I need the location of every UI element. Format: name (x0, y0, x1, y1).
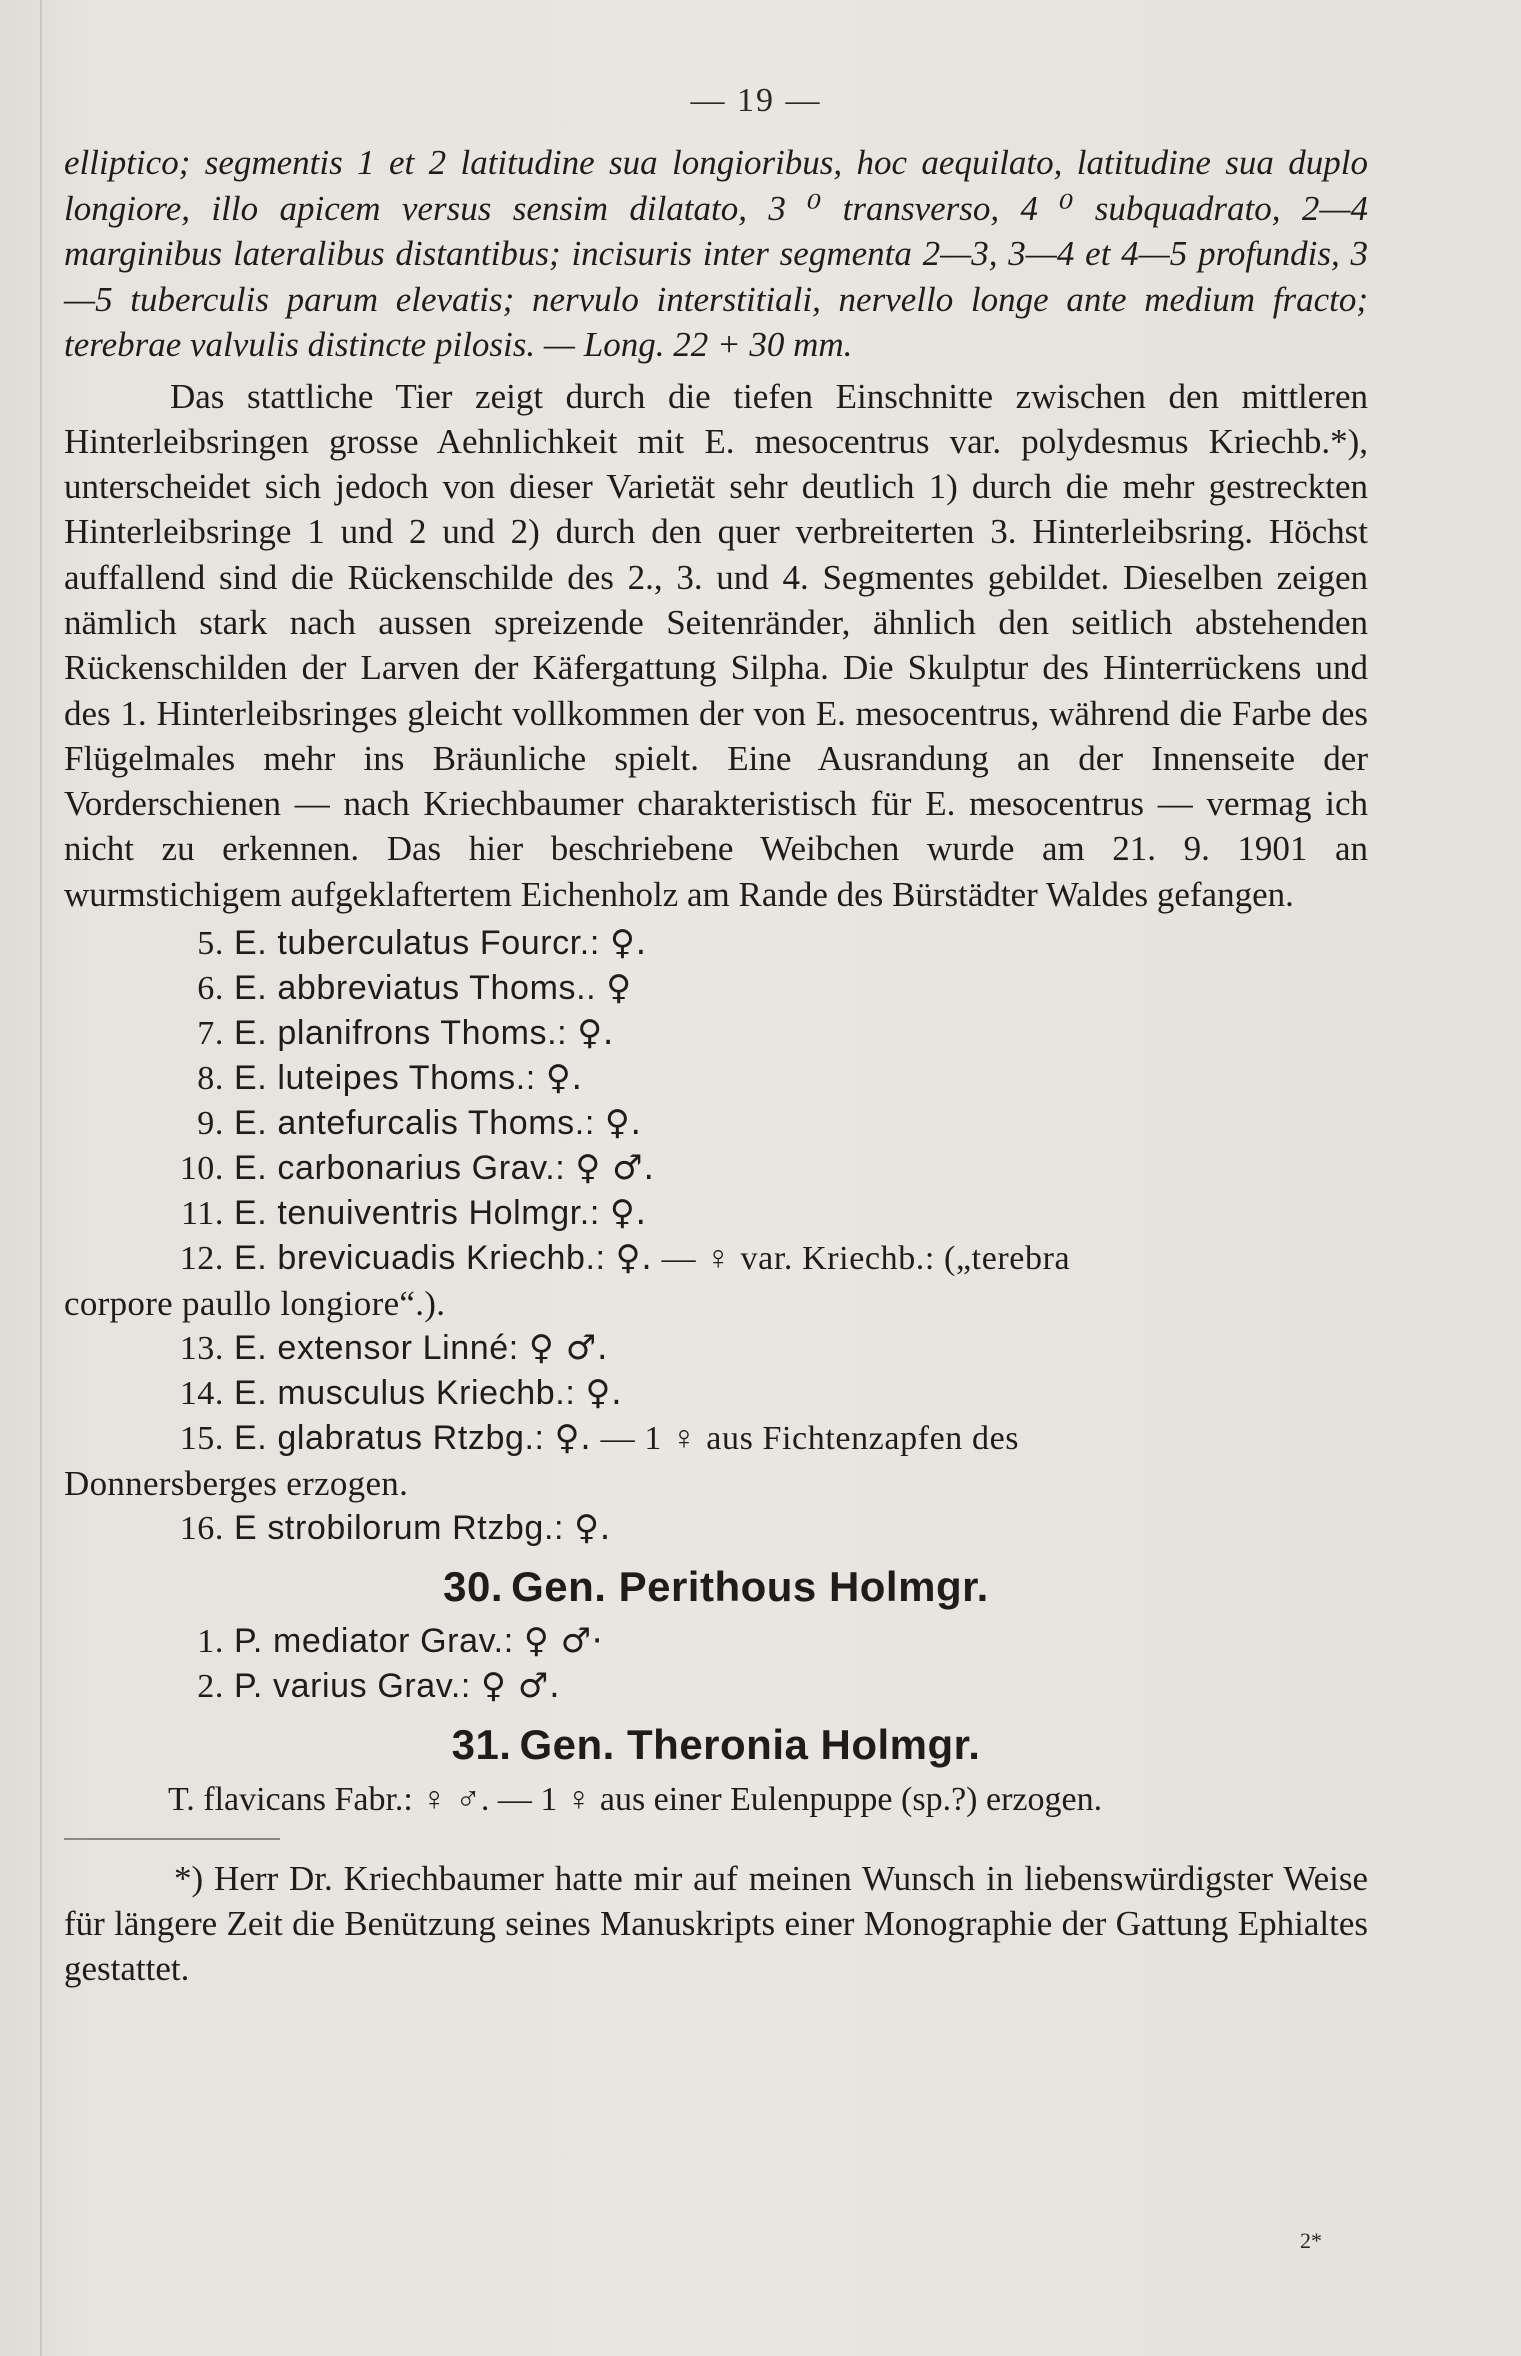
species-number: 9. (197, 1105, 224, 1143)
list-item (64, 1011, 1368, 1056)
footnote: *) Herr Dr. Kriechbaumer hatte mir auf meinen Wunsch in liebenswürdigster Weise für längere Zeit die Benützung seines Manuskripts einer Monographie der Gattung Ephialtes gestattet. (64, 1859, 1368, 1989)
species-number: 12. (179, 1240, 224, 1278)
genus-number: 31. (451, 1721, 512, 1769)
species-number: 5. (197, 925, 224, 963)
species-number: 13. (179, 1330, 224, 1368)
species-name: E. antefurcalis Thoms.: (234, 1104, 595, 1143)
perithous-species-list (64, 1619, 1368, 1709)
genus-title: Gen. Perithous Holmgr. (511, 1563, 989, 1611)
species-name: E. carbonarius Grav.: (234, 1149, 566, 1188)
species-number: 2. (197, 1668, 224, 1706)
species-name: E. luteipes Thoms.: (234, 1059, 536, 1098)
sex-symbols: ♀. (574, 1508, 612, 1549)
list-item (64, 921, 1368, 966)
species-note: — 1 ♀ aus Fichtenzapfen des (591, 1420, 1020, 1458)
list-item (64, 1326, 1368, 1371)
species-number: 7. (197, 1015, 224, 1053)
species-number: 16. (179, 1510, 224, 1548)
latin-description: elliptico; segmentis 1 et 2 latitudine sua longioribus, hoc aequilato, latitudine sua duplo longiore, illo apicem versus sensim dilatato, 3 ⁰ transverso, 4 ⁰ subquadrato, 2—4 marginibus lateralibus distantibus; incisuris inter segmenta 2—3, 3—4 et 4—5 profundis, 3—5 tuberculis parum elevatis; nervulo interstitiali, nervello longe ante medium fracto; terebrae valvulis distincte pilosis. — Long. 22 + 30 mm. (64, 143, 1368, 364)
list-item (64, 1236, 1368, 1281)
sex-symbols: ♀. (609, 1193, 647, 1234)
sex-symbols: ♀. (545, 1058, 583, 1099)
sex-symbols: ♀. (615, 1238, 653, 1279)
species-number: 11. (180, 1195, 224, 1233)
species-name: P. mediator Grav.: (234, 1622, 514, 1661)
species-number: 6. (197, 970, 224, 1008)
sex-symbols: ♀ (606, 968, 632, 1009)
sex-symbols: ♀. (554, 1418, 592, 1459)
species-name: E strobilorum Rtzbg.: (234, 1509, 565, 1548)
species-note-continuation: Donnersberges erzogen. (64, 1464, 409, 1504)
genus-heading-theronia (64, 1719, 1368, 1771)
german-description: Das stattliche Tier zeigt durch die tiefen Einschnitte zwischen den mittleren Hinterleibsringen grosse Aehnlichkeit mit E. mesocentrus var. polydesmus Kriechb.*), unterscheidet sich jedoch von dieser Varietät sehr deutlich 1) durch die mehr gestreckten Hinterleibsringe 1 und 2 und 2) durch den quer verbreiterten 3. Hinterleibsring. Höchst auffallend sind die Rückenschilde des 2., 3. und 4. Segmentes gebildet. Dieselben zeigen nämlich stark nach aussen spreizende Seitenränder, ähnlich den seitlich abstehenden Rückenschilden der Larven der Käfergattung Silpha. Die Skulptur des Hinterrückens und des 1. Hinterleibsringes gleicht vollkommen der von E. mesocentrus, während die Farbe des Flügelmales mehr ins Bräunliche spielt. Eine Ausrandung an der Innenseite der Vorderschienen — nach Kriechbaumer charakteristisch für E. mesocentrus — vermag ich nicht zu erkennen. Das hier beschriebene Weibchen wurde am 21. 9. 1901 an wurmstichigem aufgeklaftertem Eichenholz am Rande des Bürstädter Waldes gefangen. (64, 376, 1368, 914)
footnote-divider (64, 1838, 280, 1840)
list-item (64, 1146, 1368, 1191)
species-number: 14. (179, 1375, 224, 1413)
sex-symbols: ♀. (604, 1103, 642, 1144)
page-number: — 19 — (690, 82, 822, 119)
signature-mark: 2* (1300, 2228, 1322, 2253)
sex-symbols: ♀. (609, 923, 647, 964)
list-item (64, 1191, 1368, 1236)
binding-line (40, 0, 42, 2356)
genus-number: 30. (443, 1563, 504, 1611)
species-name: P. varius Grav.: (234, 1667, 471, 1706)
species-name: E. musculus Kriechb.: (234, 1374, 576, 1413)
species-number: 10. (179, 1150, 224, 1188)
species-number: 8. (197, 1060, 224, 1098)
species-name: E. tenuiventris Holmgr.: (234, 1194, 600, 1233)
species-number: 15. (179, 1420, 224, 1458)
species-name: E. brevicuadis Kriechb.: (234, 1239, 606, 1278)
list-item (64, 966, 1368, 1011)
species-name: E. abbreviatus Thoms.. (234, 969, 597, 1008)
list-item (64, 1056, 1368, 1101)
species-name: E. planifrons Thoms.: (234, 1014, 568, 1053)
ephialtes-species-list (64, 921, 1368, 1551)
list-item (64, 1619, 1368, 1664)
sex-symbols: ♀ ♂· (523, 1621, 604, 1662)
species-name: E. glabratus Rtzbg.: (234, 1419, 545, 1458)
sex-symbols: ♀ ♂. (575, 1148, 655, 1189)
sex-symbols: ♀. (585, 1373, 623, 1414)
list-item (64, 1664, 1368, 1709)
sex-symbols: ♀. (577, 1013, 615, 1054)
genus-heading-perithous (64, 1561, 1368, 1613)
list-item (64, 1506, 1368, 1551)
list-item (64, 1371, 1368, 1416)
species-number: 1. (197, 1623, 224, 1661)
species-note-continuation: corpore paullo longiore“.). (64, 1284, 446, 1324)
sex-symbols: ♀ ♂. (528, 1328, 609, 1369)
list-item (64, 1101, 1368, 1146)
theronia-species-line: T. flavicans Fabr.: ♀ ♂. — 1 ♀ aus einer Eulenpuppe (sp.?) erzogen. (168, 1781, 1103, 1819)
page-content (64, 70, 1368, 1991)
species-name: E. extensor Linné: (234, 1329, 519, 1368)
species-name: E. tuberculatus Fourcr.: (234, 924, 600, 963)
species-note: — ♀ var. Kriechb.: („terebra (652, 1240, 1071, 1278)
list-item (64, 1416, 1368, 1461)
genus-title: Gen. Theronia Holmgr. (519, 1721, 981, 1769)
sex-symbols: ♀ ♂. (481, 1666, 561, 1707)
